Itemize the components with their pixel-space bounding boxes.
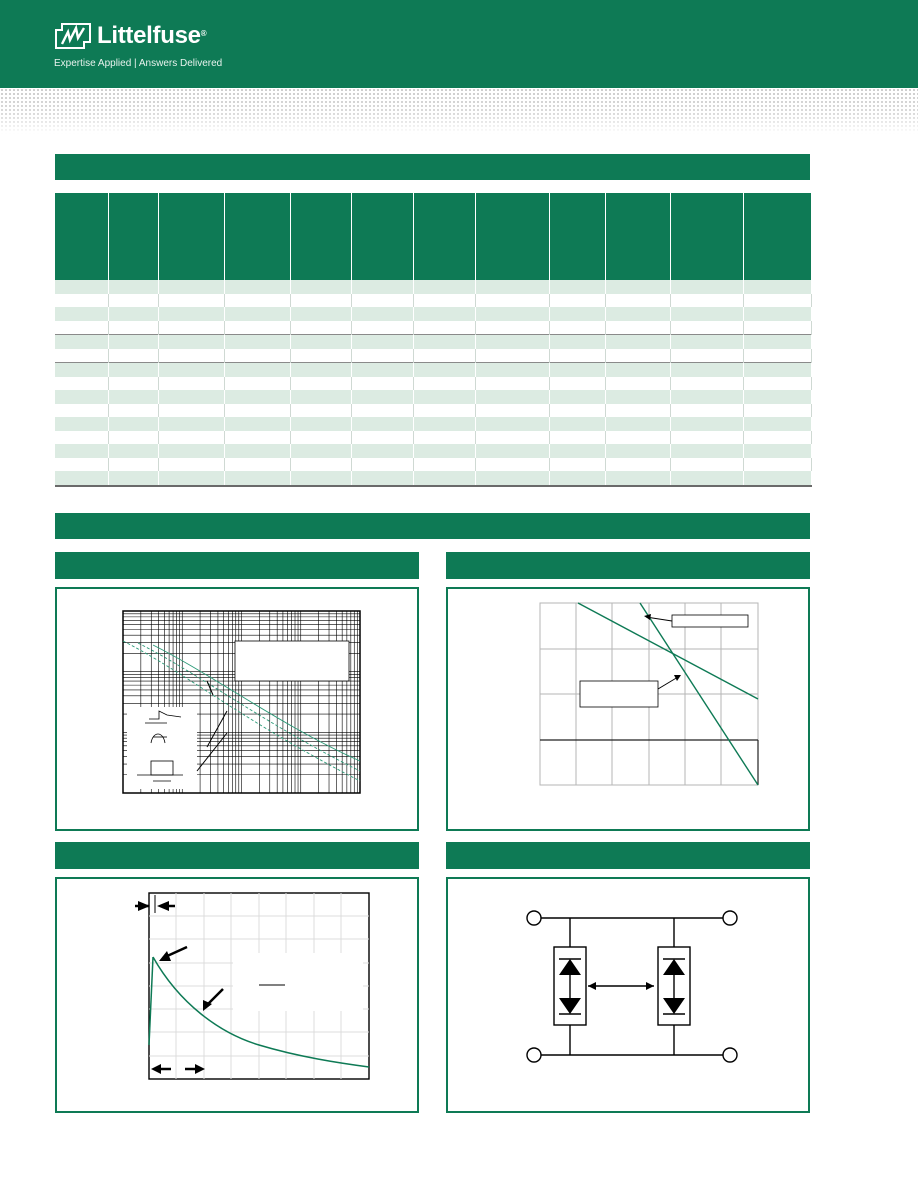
dot-pattern-fade xyxy=(0,88,918,134)
brand-name: Littelfuse® xyxy=(97,22,207,49)
figure-title-bar-pulse-waveform xyxy=(55,842,419,869)
table-row xyxy=(55,280,811,294)
figure-panel-schematic xyxy=(446,877,810,1113)
table-row xyxy=(55,307,811,321)
pulse-waveform-graph xyxy=(57,879,417,1111)
tvs-schematic xyxy=(448,879,808,1111)
figure-title-bar-pulse-rating xyxy=(55,552,419,579)
littelfuse-logo-icon xyxy=(54,22,92,50)
table-row xyxy=(55,349,811,363)
spec-table xyxy=(55,193,812,487)
pulse-rating-graph xyxy=(57,589,417,829)
table-row xyxy=(55,390,811,404)
brand-tagline: Expertise Applied | Answers Delivered xyxy=(54,58,223,69)
figure-panel-pulse-rating xyxy=(55,587,419,831)
section-bar-ratings-curves xyxy=(55,513,810,539)
derating-graph xyxy=(448,589,808,829)
table-row xyxy=(55,294,811,308)
table-row xyxy=(55,404,811,418)
spec-table-header xyxy=(55,193,811,280)
table-row xyxy=(55,377,811,391)
figure-title-bar-derating xyxy=(446,552,810,579)
table-row xyxy=(55,321,811,335)
table-row xyxy=(55,444,811,458)
section-bar-electrical-characteristics xyxy=(55,154,810,180)
figure-title-bar-schematic xyxy=(446,842,810,869)
table-row xyxy=(55,458,811,472)
table-row xyxy=(55,431,811,445)
table-row xyxy=(55,417,811,431)
figure-panel-pulse-waveform xyxy=(55,877,419,1113)
figure-panel-derating xyxy=(446,587,810,831)
table-row xyxy=(55,335,811,349)
table-row xyxy=(55,471,811,486)
table-row xyxy=(55,363,811,377)
